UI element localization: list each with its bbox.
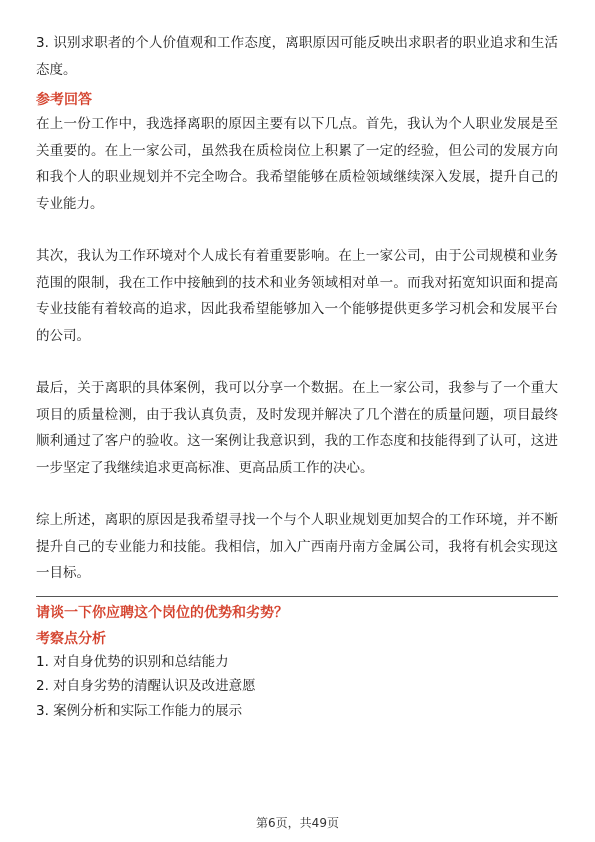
analysis-point-2: 2. 对自身劣势的清醒认识及改进意愿 [36, 678, 256, 694]
page-number-footer: 第6页，共49页 [256, 816, 339, 830]
document-page [36, 30, 558, 723]
analysis-heading: 考察点分析 [36, 630, 106, 647]
analysis-point-1: 1. 对自身优势的识别和总结能力 [36, 653, 229, 670]
analysis-point-3: 3. 案例分析和实际工作能力的展示 [36, 702, 243, 719]
reference-answer-heading: 参考回答 [36, 92, 92, 108]
question-title: 请谈一下你应聘这个岗位的优势和劣势？ [36, 604, 288, 621]
answer-paragraph-3: 最后，关于离职的具体案例，我可以分享一个数据。在上一家公司，我参与了一个重大项目的质量检测，由于我认真负责，及时发现并解决了几个潜在的质量问题，项目最终顺利通过了客户的验收。这一案例让我意识到，我的工作态度和技能得到了认可，这进一步坚定了我继续追求更高标准、更高品质工作的决心。 [36, 380, 558, 476]
answer-paragraph-4: 综上所述，离职的原因是我希望寻找一个与个人职业规划更加契合的工作环境，并不断提升自己的专业能力和技能。我相信，加入广西南丹南方金属公司，我将有机会实现这一目标。 [36, 512, 558, 581]
intro-point-3: 3. 识别求职者的个人价值观和工作态度，离职原因可能反映出求职者的职业追求和生活态度。 [36, 35, 558, 78]
answer-paragraph-2: 其次，我认为工作环境对个人成长有着重要影响。在上一家公司，由于公司规模和业务范围的限制，我在工作中接触到的技术和业务领域相对单一。而我对拓宽知识面和提高专业技能有着较高的追求，因此我希望能够加入一个能够提供更多学习机会和发展平台的公司。 [36, 248, 558, 344]
answer-paragraph-1: 在上一份工作中，我选择离职的原因主要有以下几点。首先，我认为个人职业发展是至关重要的。在上一家公司，虽然我在质检岗位上积累了一定的经验，但公司的发展方向和我个人的职业规划并不完全吻合。我希望能够在质检领域继续深入发展，提升自己的专业能力。 [36, 116, 558, 212]
